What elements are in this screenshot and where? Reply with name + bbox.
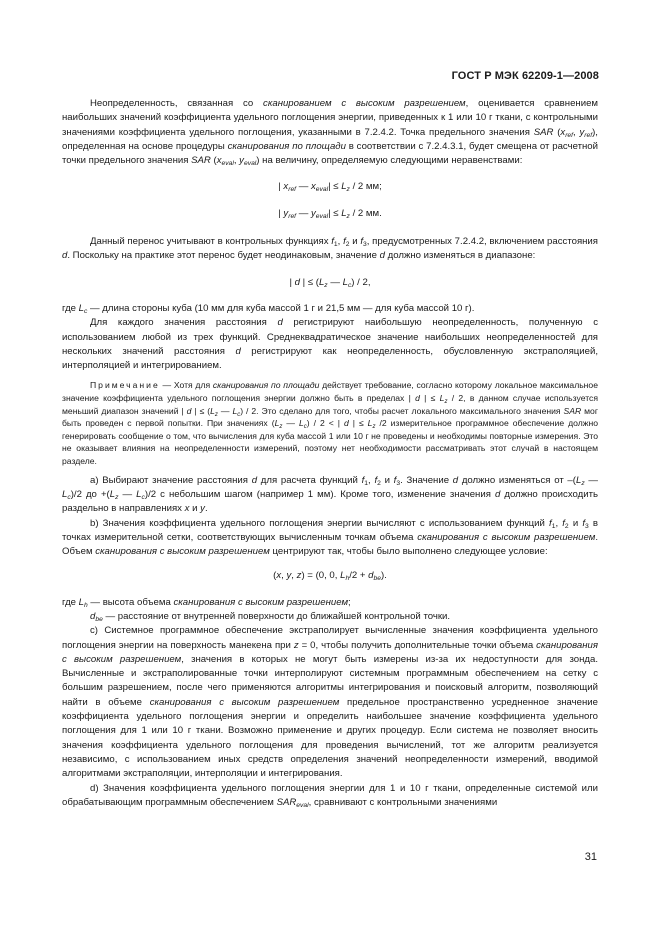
paragraph-uncertainty: Для каждого значения расстояния d регистрируют наибольшую неопределенность, полученную с использованием любой из трех функций. Среднеквадратическое значение наибольших неопределенностей для нескольких значений расстояния d регистрируют как неопределенность, обусловленную экстраполяцией, интерполяцией и интегрированием. xyxy=(62,317,598,372)
paragraph-item-b: b) Значения коэффициента удельного поглощения энергии вычисляют с использованием функций $f_1$, $f_2$ и $f_3$ в точках измерительной сетки, соответствующих вычисленным точкам объема сканирования с высоким разрешением. Объем сканирования с высоким разрешением центрируют так, чтобы было выполнено следующее условие: xyxy=(62,517,598,558)
paragraph-intro: Неопределенность, связанная со сканированием с высоким разрешением, оценивается сравнением наибольших значений коэффициента удельного поглощения энергии, приведенных к 1 или 10 г ткани, с контрольными значениями коэффициента удельного поглощения, указанными в 7.2.4.2. Точка предельного значения SAR ($x_{ref}$, $y_{ref}$), определенная на основе процедуры сканирования по площади в соответствии с 7.2.4.3.1, будет смещена от расчетной точки предельного значения SAR ($x_{eval}$, $y_{eval}$) на величину, определяемую следующими неравенствами: xyxy=(62,98,598,168)
equation-center: (x, y, z) = (0, 0, $L_h/2 + d_{be}$). xyxy=(273,570,387,583)
paragraph-item-c: c) Системное программное обеспечение экстраполирует вычисленные значения коэффициента удельного поглощения энергии на поверхность манекена при z = 0, чтобы получить дополнительные точки объема сканирования с высоким разрешением, значения в которых не могут быть измерены из-за их недоступности для зонда. Вычисленные и экстраполированные точки интерполируют системным программным обеспечением на сетку с большим разрешением, после чего применяются алгоритмы интегрирования и поисковый алгоритм, позволяющий найти в объеме сканирования с высоким разрешением предельное пространственно усредненное значение коэффициента удельного поглощения энергии и определить наибольшее значение коэффициента удельного поглощения для 1 или 10 г ткани. Возможно применение и других процедур. Если система не позволяет вносить значения коэффициента удельного поглощения для проведения вычислений, тот же алгоритм реализуется независимо, с использованием иных средств определения значений неопределенности измерений, вводимой алгоритмами экстраполяции, интерполяции и интегрирования. xyxy=(62,625,598,780)
paragraph-item-d: d) Значения коэффициента удельного поглощения энергии для 1 и 10 г ткани, определенные системой или обрабатывающим программным обеспечением $SAR_{eval}$, сравнивают с контрольными значениями xyxy=(62,782,598,809)
paragraph-item-a: а) Выбирают значение расстояния d для расчета функций $f_1$, $f_2$ и $f_3$. Значение d должно изменяться от $-(L_z$ — $L_c)/2$ до $+(L_z$ — $L_c)/2$ с небольшим шагом (например 1 мм). Кроме того, изменение значения d должно происходить раздельно в направлениях x и y. xyxy=(62,474,598,515)
note-paragraph: Примечание — Хотя для сканирования по площади действует требование, согласно которому локальное максимальное значение коэффициента удельного поглощения энергии должно быть в пределах | d | ≤ $L_z / 2$, в данном случае используется меньший диапазон значений | d | ≤ ($L_z$ — $L_c) / 2$. Это сделано для того, чтобы расчет локального максимального значения SAR мог быть проведен с первой попытки. При значениях ($L_z$ — $L_c) / 2$ < | d | ≤ $L_z$ /2 измерительное программное обеспечение должно генерировать сообщение о том, что вычисления для куба массой 1 или 10 г не проведены и необходимы повторные измерения. Это не оказывает влияния на неопределенности измерений, поэтому нет необходимости рассматривать этот случай в настоящем разделе. xyxy=(62,380,599,467)
paragraph-lc-definition: где $L_c$ — длина стороны куба (10 мм для куба массой 1 г и 21,5 мм — для куба массой 10 г). xyxy=(62,302,475,315)
equation-d-range: | d | ≤ ($L_z$ — $L_c) / 2$, xyxy=(289,276,371,289)
standard-header: ГОСТ Р МЭК 62209-1—2008 xyxy=(451,70,599,82)
paragraph-transfer: Данный перенос учитывают в контрольных функциях $f_1$, $f_2$ и $f_3$, предусмотренных 7.2.4.2, включением расстояния d. Поскольку на практике этот перенос будет неодинаковым, значение d должно изменяться в диапазоне: xyxy=(62,236,598,262)
equation-y: | $y_{ref}$ — $y_{eval}| \le L_z / 2$ мм. xyxy=(278,207,382,220)
paragraph-lh-definition: где $L_h$ — высота объема сканирования с высоким разрешением; xyxy=(62,596,351,609)
paragraph-dbe-definition: $d_{be}$ — расстояние от внутренней поверхности до ближайшей контрольной точки. xyxy=(90,610,451,623)
page-number: 31 xyxy=(584,851,597,863)
equation-x: | $x_{ref}$ — $x_{eval}| \le L_z / 2$ мм; xyxy=(278,181,382,194)
document-body xyxy=(62,97,598,810)
note-label: Примечание xyxy=(90,380,160,391)
